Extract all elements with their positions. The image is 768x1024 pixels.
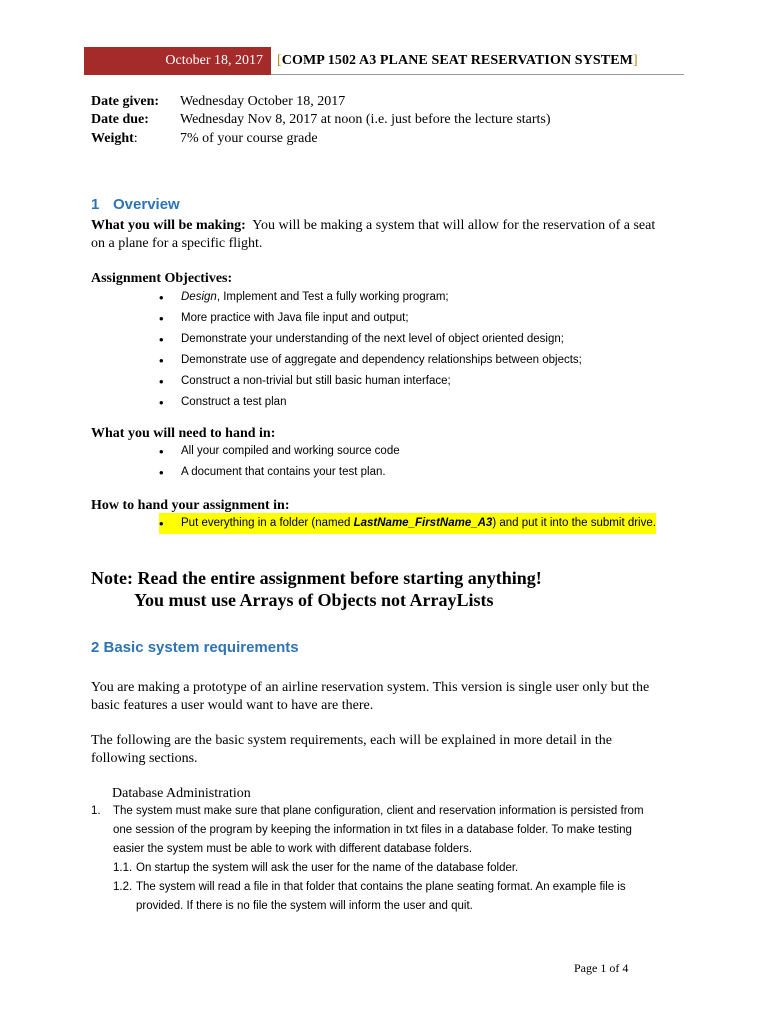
item-line: easier the system must be able to work with different database folders.	[113, 843, 473, 855]
meta-date-due	[91, 110, 551, 129]
subitem-number: 1.2.	[113, 881, 133, 893]
list-item	[159, 350, 582, 371]
section-title: Overview	[113, 196, 180, 213]
objectives-label	[91, 270, 711, 288]
list-item	[159, 287, 582, 308]
handin-label-text: What you will need to hand in:	[91, 426, 276, 441]
list-item-text: More practice with Java file input and output;	[181, 312, 409, 324]
section-2-heading: 2 Basic system requirements	[91, 639, 299, 656]
requirement-subitem	[91, 878, 713, 916]
paragraph-line: basic features a user would want to have are there.	[91, 698, 374, 713]
objectives-label-text: Assignment Objectives:	[91, 271, 233, 286]
list-item	[159, 329, 582, 350]
meta-label-text: Weight	[91, 131, 134, 146]
list-item	[159, 308, 582, 329]
objectives-list	[159, 287, 582, 413]
paragraph-line: The following are the basic system requirements, each will be explained in more detail in the	[91, 733, 612, 748]
howto-folder-name: LastName_FirstName_A3	[353, 517, 493, 529]
header-title-text: COMP 1502 A3 PLANE SEAT RESERVATION SYSTEM	[281, 53, 633, 68]
header-bracket-close: ]	[632, 53, 638, 68]
making-label: What you will be making:	[91, 218, 246, 233]
requirements-list	[91, 802, 713, 916]
list-item-text: Construct a non-trivial but still basic human interface;	[181, 375, 451, 387]
howto-list	[159, 513, 656, 534]
list-item-text: Construct a test plan	[181, 396, 287, 408]
howto-label-text: How to hand your assignment in:	[91, 498, 290, 513]
making-text-line2: on a plane for a specific flight.	[91, 236, 263, 251]
item-line: one session of the program by keeping the information in txt files in a database folder. To make testing	[113, 824, 632, 836]
note-line-2: You must use Arrays of Objects not ArrayLists	[134, 590, 494, 610]
meta-value: Wednesday Nov 8, 2017 at noon (i.e. just before the lecture starts)	[180, 112, 551, 127]
subitem-line: On startup the system will ask the user for the name of the database folder.	[136, 862, 519, 874]
list-item-text: A document that contains your test plan.	[181, 466, 386, 478]
meta-date-given	[91, 92, 345, 111]
page-number: Page 1 of 4	[574, 961, 629, 975]
list-item	[159, 441, 400, 462]
meta-value: Wednesday October 18, 2017	[180, 94, 346, 109]
page-header	[84, 47, 684, 75]
database-admin-subheading: Database Administration	[112, 786, 251, 801]
requirement-subitem	[91, 859, 713, 878]
section-2-paragraph-2	[91, 732, 711, 768]
making-paragraph	[91, 217, 711, 253]
howto-post: ) and put it into the submit drive.	[492, 517, 656, 529]
handin-list	[159, 441, 400, 483]
list-item-text: Demonstrate use of aggregate and dependency relationships between objects;	[181, 354, 582, 366]
meta-label: Date due:	[91, 112, 149, 127]
item-line: The system must make sure that plane configuration, client and reservation information is persisted from	[113, 805, 644, 817]
list-item-highlighted	[159, 513, 656, 534]
subitem-line: provided. If there is no file the system will inform the user and quit.	[136, 900, 473, 912]
meta-label: Date given:	[91, 94, 160, 109]
paragraph-line: You are making a prototype of an airline reservation system. This version is single user only but the	[91, 680, 650, 695]
section-2-paragraph-1	[91, 679, 711, 715]
meta-value: 7% of your course grade	[180, 131, 318, 146]
making-text-line1: You will be making a system that will allow for the reservation of a seat	[252, 218, 656, 233]
list-item-text: Demonstrate your understanding of the next level of object oriented design;	[181, 333, 564, 345]
meta-label	[91, 129, 180, 148]
note-line-1: Note: Read the entire assignment before starting anything!	[91, 568, 542, 588]
section-number: 1	[91, 196, 100, 213]
section-1-heading	[91, 196, 180, 213]
subitem-line: The system will read a file in that folder that contains the plane seating format. An example file is	[136, 881, 626, 893]
list-item-text: , Implement and Test a fully working program;	[216, 291, 449, 303]
header-rule	[271, 74, 684, 75]
paragraph-line: following sections.	[91, 751, 198, 766]
howto-pre: Put everything in a folder (named	[181, 517, 354, 529]
meta-weight	[91, 129, 318, 148]
item-number: 1.	[91, 805, 101, 817]
list-item	[159, 392, 582, 413]
list-item-em: Design	[181, 291, 217, 303]
meta-label-colon: :	[133, 131, 138, 146]
subitem-number: 1.1.	[113, 862, 133, 874]
requirement-item	[91, 802, 713, 859]
header-bracket-open: [	[277, 53, 282, 68]
list-item-text: All your compiled and working source code	[181, 445, 400, 457]
header-date: October 18, 2017	[84, 47, 271, 75]
list-item	[159, 462, 400, 483]
header-title	[277, 47, 638, 75]
list-item	[159, 371, 582, 392]
